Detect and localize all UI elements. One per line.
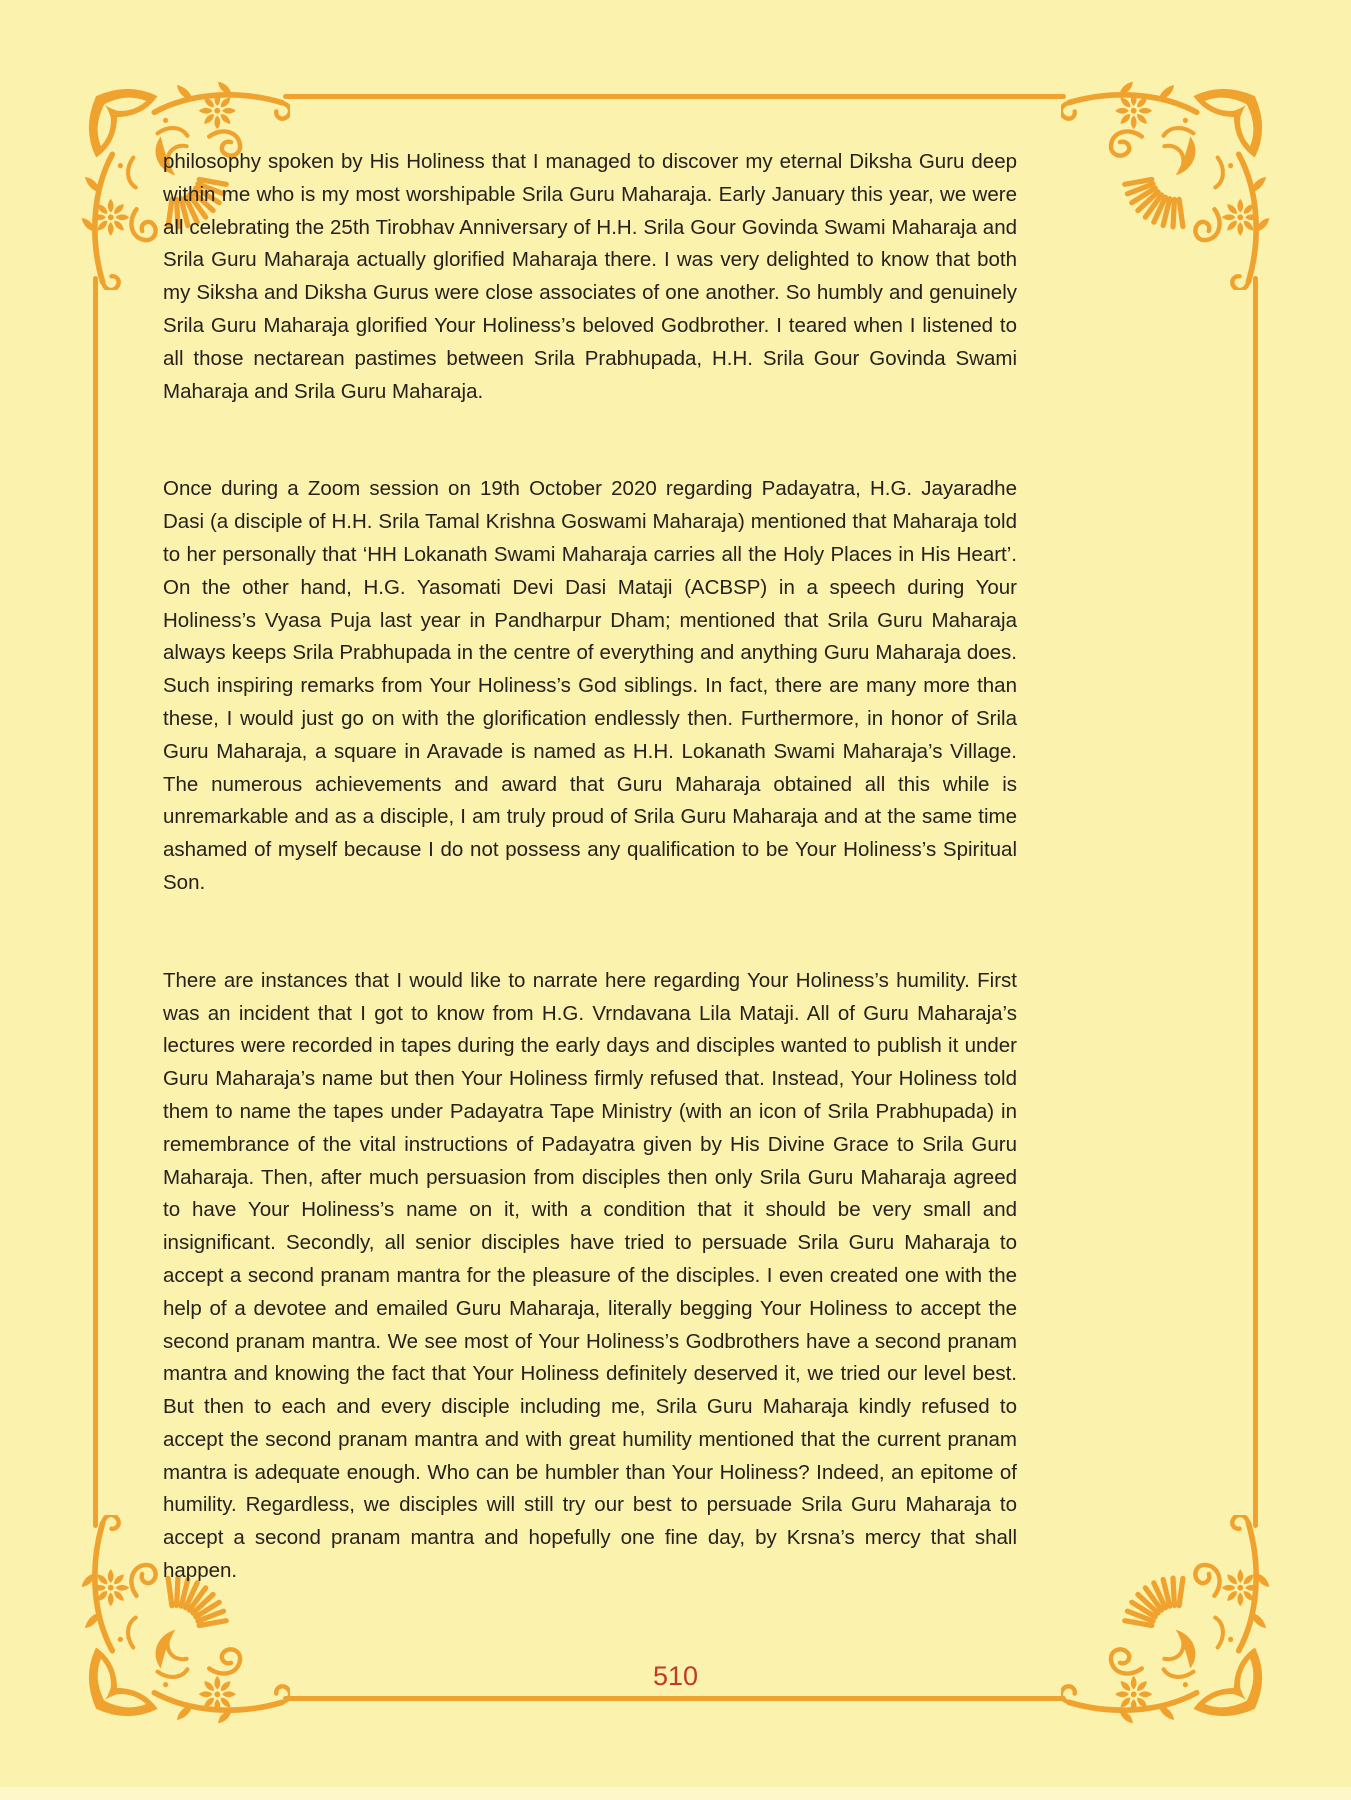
page-text-block (163, 146, 1017, 1588)
page-bottom-edge (0, 1787, 1351, 1800)
border-line-right (1253, 276, 1258, 1528)
border-line-top (283, 94, 1066, 99)
floral-corner-ornament-bottom-right-icon (1061, 1515, 1271, 1725)
floral-corner-ornament-top-right-icon (1061, 80, 1271, 290)
border-line-left (93, 276, 98, 1528)
paragraph-3: There are instances that I would like to narrate here regarding Your Holiness’s humility. First was an incident that I got to know from H.G. Vrndavana Lila Mataji. All of Guru Maharaja’s lectures were recorded in tapes during the early days and disciples wanted to publish it under Guru Maharaja’s name but then Your Holiness firmly refused that. Instead, Your Holiness told them to name the tapes under Padayatra Tape Ministry (with an icon of Srila Prabhupada) in remembrance of the vital instructions of Padayatra given by His Divine Grace to Srila Guru Maharaja. Then, after much persuasion from disciples then only Srila Guru Maharaja agreed to have Your Holiness’s name on it, with a condition that it should be very small and insignificant. Secondly, all senior disciples have tried to persuade Srila Guru Maharaja to accept a second pranam mantra for the pleasure of the disciples. I even created one with the help of a devotee and emailed Guru Maharaja, literally begging Your Holiness to accept the second pranam mantra. We see most of Your Holiness’s Godbrothers have a second pranam mantra and knowing the fact that Your Holiness definitely deserved it, we tried our level best. But then to each and every disciple including me, Srila Guru Maharaja kindly refused to accept the second pranam mantra and with great humility mentioned that the current pranam mantra is adequate enough. Who can be humbler than Your Holiness? Indeed, an epitome of humility. Regardless, we disciples will still try our best to persuade Srila Guru Maharaja to accept a second pranam mantra and hopefully one fine day, by Krsna’s mercy that shall happen. (163, 968, 1017, 1583)
page-number: 510 (652, 1661, 699, 1691)
paragraph-1: philosophy spoken by His Holiness that I managed to discover my eternal Diksha Guru deep within me who is my most worshipable Srila Guru Maharaja. Early January this year, we were all celebrating the 25th Tirobhav Anniversary of H.H. Srila Gour Govinda Swami Maharaja and Srila Guru Maharaja actually glorified Maharaja there. I was very delighted to know that both my Siksha and Diksha Gurus were close associates of one another. So humbly and genuinely Srila Guru Maharaja glorified Your Holiness’s beloved Godbrother. I teared when I listened to all those nectarean pastimes between Srila Prabhupada, H.H. Srila Gour Govinda Swami Maharaja and Srila Guru Maharaja. (163, 150, 1017, 403)
paragraph-2: Once during a Zoom session on 19th October 2020 regarding Padayatra, H.G. Jayaradhe Dasi (a disciple of H.H. Srila Tamal Krishna Goswami Maharaja) mentioned that Maharaja told to her personally that ‘HH Lokanath Swami Maharaja carries all the Holy Places in His Heart’. On the other hand, H.G. Yasomati Devi Dasi Mataji (ACBSP) in a speech during Your Holiness’s Vyasa Puja last year in Pandharpur Dham; mentioned that Srila Guru Maharaja always keeps Srila Prabhupada in the centre of everything and anything Guru Maharaja does. Such inspiring remarks from Your Holiness’s God siblings. In fact, there are many more than these, I would just go on with the glorification endlessly then. Furthermore, in honor of Srila Guru Maharaja, a square in Aravade is named as H.H. Lokanath Swami Maharaja’s Village. The numerous achievements and award that Guru Maharaja obtained all this while is unremarkable and as a disciple, I am truly proud of Srila Guru Maharaja and at the same time ashamed of myself because I do not possess any qualification to be Your Holiness’s Spiritual Son. (163, 477, 1017, 894)
border-line-bottom (283, 1696, 1066, 1701)
